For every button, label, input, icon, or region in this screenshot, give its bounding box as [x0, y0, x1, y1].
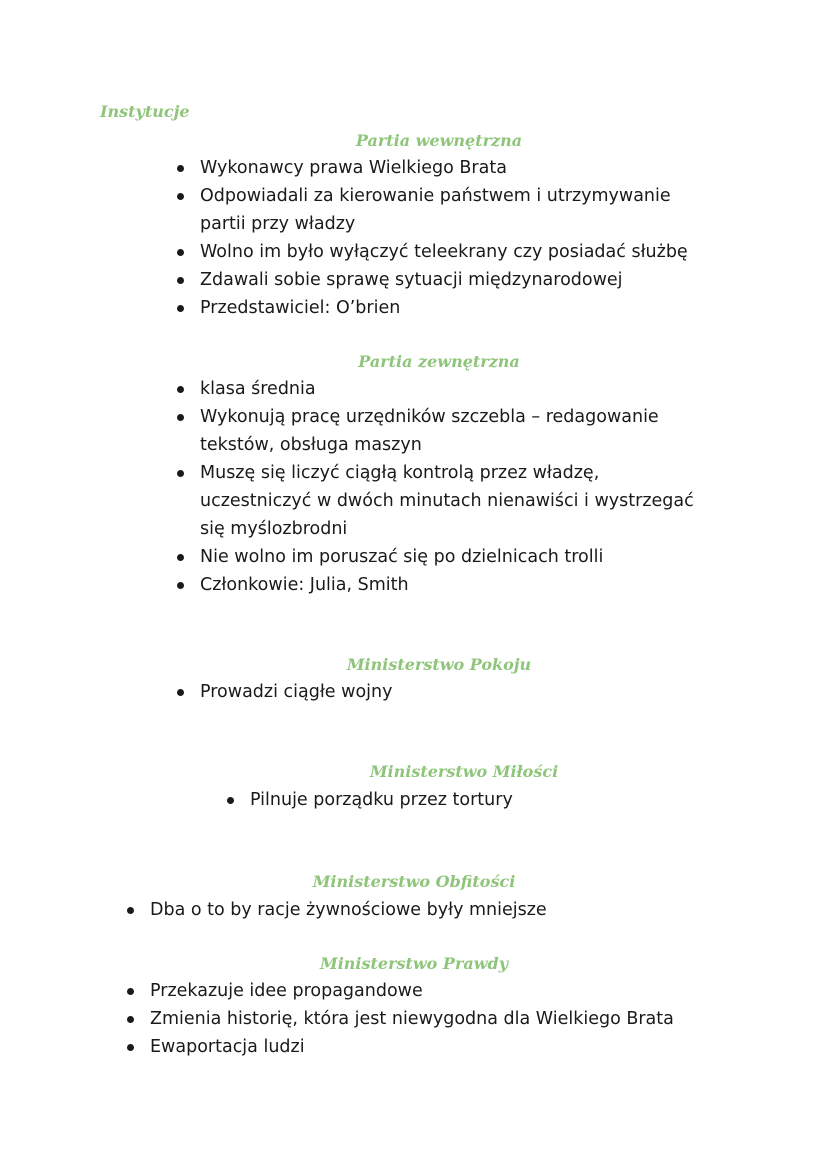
list-partia-wewnetrzna	[174, 154, 688, 322]
list-item: Zdawali sobie sprawę sytuacji międzynarodowej	[174, 266, 688, 294]
list-item: Prowadzi ciągłe wojny	[174, 678, 392, 706]
list-item: klasa średnia	[174, 375, 694, 403]
list-item: Wykonawcy prawa Wielkiego Brata	[174, 154, 688, 182]
list-ministerstwo-milosci	[224, 786, 513, 814]
list-item: tekstów, obsługa maszyn	[200, 435, 422, 455]
page-title: Instytucje	[100, 102, 190, 121]
list-item: Wolno im było wyłączyć teleekrany czy posiadać służbę	[174, 238, 688, 266]
section-heading-ministerstwo-obfitosci: Ministerstwo Obfitości	[312, 872, 516, 891]
list-item: się myślozbrodni	[200, 519, 348, 539]
list-item: Przekazuje idee propagandowe	[124, 977, 674, 1005]
section-heading-ministerstwo-pokoju: Ministerstwo Pokoju	[346, 655, 532, 674]
list-ministerstwo-pokoju	[174, 678, 392, 706]
list-item: Zmienia historię, która jest niewygodna dla Wielkiego Brata	[124, 1005, 674, 1033]
list-ministerstwo-obfitosci	[124, 896, 547, 924]
list-partia-zewnetrzna	[174, 375, 694, 599]
list-item: Ewaportacja ludzi	[124, 1033, 674, 1061]
list-item: Muszę się liczyć ciągłą kontrolą przez władzę,	[174, 459, 694, 487]
list-item: partii przy władzy	[200, 214, 356, 234]
list-item: Wykonują pracę urzędników szczebla – redagowanie	[174, 403, 694, 431]
list-item: Pilnuje porządku przez tortury	[224, 786, 513, 814]
list-item: Odpowiadali za kierowanie państwem i utrzymywanie	[174, 182, 688, 210]
list-item: Przedstawiciel: O’brien	[174, 294, 688, 322]
section-heading-partia-zewnetrzna: Partia zewnętrzna	[358, 352, 520, 371]
section-heading-ministerstwo-milosci: Ministerstwo Miłości	[369, 762, 559, 781]
section-heading-partia-wewnetrzna: Partia wewnętrzna	[355, 131, 523, 150]
list-item: Nie wolno im poruszać się po dzielnicach trolli	[174, 543, 694, 571]
list-item: Dba o to by racje żywnościowe były mniejsze	[124, 896, 547, 924]
list-item: Członkowie: Julia, Smith	[174, 571, 694, 599]
list-item: uczestniczyć w dwóch minutach nienawiści i wystrzegać	[200, 491, 694, 511]
section-heading-ministerstwo-prawdy: Ministerstwo Prawdy	[319, 954, 509, 973]
list-ministerstwo-prawdy	[124, 977, 674, 1061]
